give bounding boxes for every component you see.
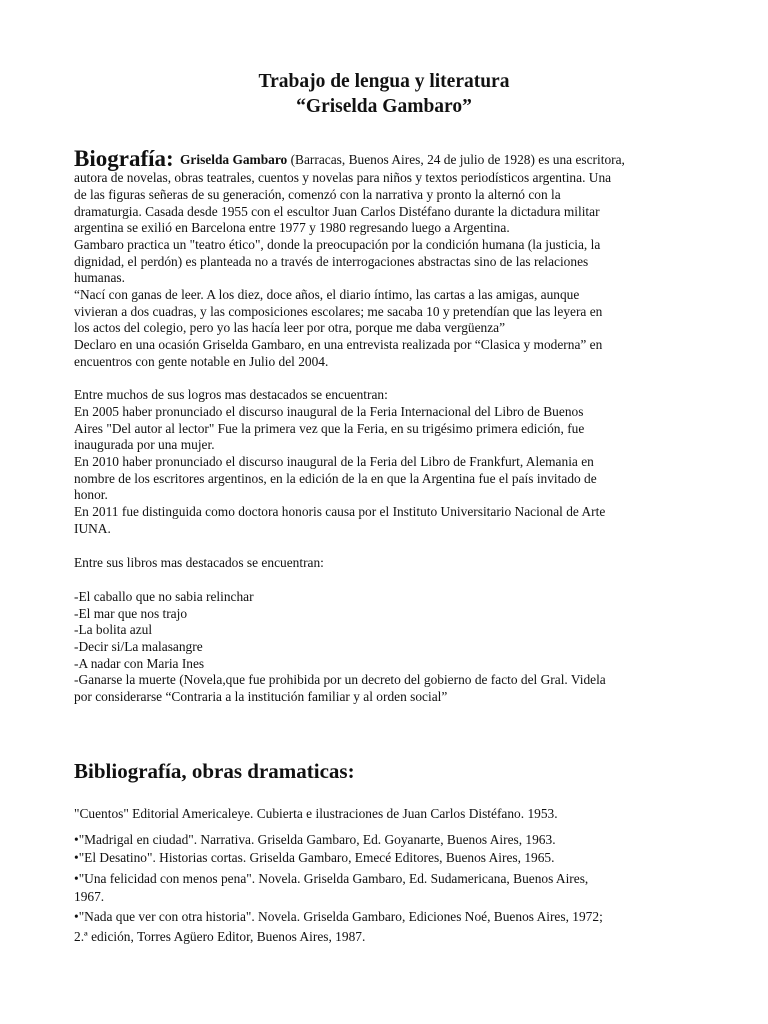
bibliography-entry: 1967. <box>74 889 105 904</box>
biography-line: Declaro en una ocasión Griselda Gambaro, en una entrevista realizada por “Clasica y moderna” en <box>74 337 603 352</box>
document-subtitle: “Griselda Gambaro” <box>296 96 472 117</box>
biography-line: argentina se exilió en Barcelona entre 1977 y 1980 regresando luego a Argentina. <box>74 220 510 235</box>
biography-line: dramaturgia. Casada desde 1955 con el escultor Juan Carlos Distéfano durante la dictadura militar <box>74 204 600 219</box>
author-name: Griselda Gambaro <box>180 152 288 167</box>
bibliography-entry: •"Madrigal en ciudad". Narrativa. Griselda Gambaro, Ed. Goyanarte, Buenos Aires, 1963. <box>74 832 556 847</box>
biography-line: humanas. <box>74 270 125 285</box>
book-item: -La bolita azul <box>74 622 153 637</box>
achievement-line: honor. <box>74 487 108 502</box>
achievement-line: inaugurada por una mujer. <box>74 437 215 452</box>
biography-line: Gambaro practica un "teatro ético", donde la preocupación por la condición humana (la justicia, la <box>74 237 601 252</box>
book-item: -Decir si/La malasangre <box>74 639 203 654</box>
biography-line: dignidad, el perdón) es planteada no a través de interrogaciones abstractas sino de las relaciones <box>74 254 589 269</box>
bibliography-entry: "Cuentos" Editorial Americaleye. Cubierta e ilustraciones de Juan Carlos Distéfano. 1953. <box>74 806 558 821</box>
bibliography-heading: Bibliografía, obras dramaticas: <box>74 759 355 783</box>
biography-heading: Biografía: <box>74 146 174 171</box>
quote-line: los actos del colegio, pero yo las hacía leer por otra, porque me daba vergüenza” <box>74 320 506 335</box>
achievement-line: En 2005 haber pronunciado el discurso inaugural de la Feria Internacional del Libro de Buenos <box>74 404 584 419</box>
book-item: -El caballo que no sabia relinchar <box>74 589 254 604</box>
book-item: -A nadar con Maria Ines <box>74 656 205 671</box>
bibliography-entry: •"El Desatino". Historias cortas. Griselda Gambaro, Emecé Editores, Buenos Aires, 1965. <box>74 850 555 865</box>
achievements-intro: Entre muchos de sus logros mas destacados se encuentran: <box>74 387 388 402</box>
book-item: -El mar que nos trajo <box>74 606 188 621</box>
achievement-line: IUNA. <box>74 521 111 536</box>
books-intro: Entre sus libros mas destacados se encuentran: <box>74 555 324 570</box>
achievement-line: En 2010 haber pronunciado el discurso inaugural de la Feria del Libro de Frankfurt, Alemania en <box>74 454 594 469</box>
bibliography-entry: •"Nada que ver con otra historia". Novela. Griselda Gambaro, Ediciones Noé, Buenos Aires, 1972; <box>74 909 603 924</box>
biography-line: Griselda Gambaro (Barracas, Buenos Aires, 24 de julio de 1928) es una escritora, <box>180 152 625 167</box>
bibliography-entry: •"Una felicidad con menos pena". Novela. Griselda Gambaro, Ed. Sudamericana, Buenos Aires, <box>74 871 589 886</box>
quote-line: vivieran a dos cuadras, y las composiciones escolares; me sacaba 10 y pretendían que las leyera en <box>74 304 603 319</box>
achievement-line: nombre de los escritores argentinos, en la edición de la en que la Argentina fue el país invitado de <box>74 471 597 486</box>
book-item: -Ganarse la muerte (Novela,que fue prohibida por un decreto del gobierno de facto del Gral. Videla <box>74 672 606 687</box>
biography-line: de las figuras señeras de su generación, comenzó con la narrativa y pronto la alternó con la <box>74 187 561 202</box>
quote-line: “Nací con ganas de leer. A los diez, doce años, el diario íntimo, las cartas a las amigas, aunque <box>74 287 580 302</box>
book-item: por considerarse “Contraria a la institución familiar y al orden social” <box>74 689 448 704</box>
biography-line: autora de novelas, obras teatrales, cuentos y novelas para niños y textos periodísticos argentina. Una <box>74 170 612 185</box>
bibliography-entry: 2.ª edición, Torres Agüero Editor, Buenos Aires, 1987. <box>74 929 366 944</box>
biography-line: encuentros con gente notable en Julio del 2004. <box>74 354 329 369</box>
document-title: Trabajo de lengua y literatura <box>258 71 510 92</box>
achievement-line: Aires "Del autor al lector" Fue la primera vez que la Feria, en su trigésimo primera edición, fue <box>74 421 585 436</box>
achievement-line: En 2011 fue distinguida como doctora honoris causa por el Instituto Universitario Nacional de Arte <box>74 504 606 519</box>
